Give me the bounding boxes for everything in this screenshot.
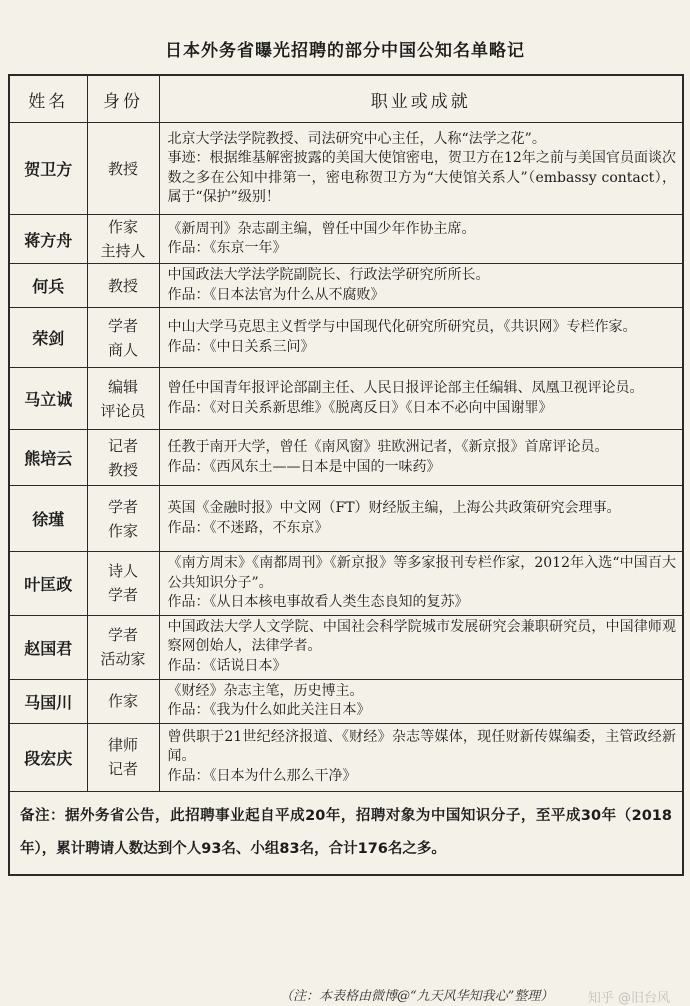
description-line: 曾任中国青年报评论部副主任、人民日报评论部主任编辑、凤凰卫视评论员。 [167, 380, 644, 396]
role-label: 学者 [107, 586, 138, 605]
table-row [9, 486, 683, 552]
person-description [159, 679, 683, 723]
table-row [9, 679, 683, 723]
person-name: 赵国君 [9, 615, 87, 679]
person-name: 贺卫方 [9, 123, 87, 215]
description-line: 中国政法大学人文学院、中国社会科学院城市发展研究会兼职研究员，中国律师观察网创始人，法律学者。 [167, 618, 676, 655]
person-name: 徐瑾 [9, 486, 87, 552]
role-label: 作家 [107, 521, 138, 540]
role-label: 教授 [107, 159, 138, 178]
description-line: 《财经》杂志主笔，历史博主。 [167, 682, 364, 699]
table-row [9, 552, 683, 616]
person-name: 叶匡政 [9, 552, 87, 616]
person-description [159, 264, 683, 308]
description-line: 事迹：根据维基解密披露的美国大使馆密电，贺卫方在12年之前与美国官员面谈次数之多在公知中排第一，密电称贺卫方为“大使馆关系人”（embassy contact），属于“保护”级别！ [167, 150, 676, 205]
table-row [9, 308, 683, 368]
footer-credit: （注：本表格由微博@“九天风华知我心”整理） [280, 989, 554, 1004]
person-name: 蒋方舟 [9, 215, 87, 264]
list-table [8, 74, 684, 876]
description-line: 中山大学马克思主义哲学与中国现代化研究所研究员，《共识网》专栏作家。 [167, 319, 637, 335]
role-label: 教授 [107, 276, 138, 295]
role-label: 学者 [107, 316, 138, 335]
works-line: 作品：《中日关系三问》 [167, 338, 315, 355]
person-role [87, 723, 159, 791]
table-row [9, 215, 683, 264]
role-label: 学者 [107, 497, 138, 516]
works-line: 作品：《对日关系新思维》《脱离反日》《日本不必向中国谢罪》 [167, 399, 553, 416]
role-label: 商人 [107, 340, 138, 359]
table-row [9, 615, 683, 679]
watermark: 知乎 @旧台风 [587, 991, 670, 1006]
role-label: 记者 [107, 760, 138, 778]
description-line: 中国政法大学法学院副院长、行政法学研究所所长。 [167, 267, 490, 283]
role-label: 律师 [107, 736, 138, 754]
table-row [9, 368, 683, 430]
person-name: 段宏庆 [9, 723, 87, 791]
works-line: 作品：《我为什么如此关注日本》 [167, 702, 371, 718]
table-row [9, 264, 683, 308]
description-line: 《新周刊》杂志副主编，曾任中国少年作协主席。 [167, 220, 476, 237]
description-line: 任教于南开大学，曾任《南风窗》驻欧洲记者，《新京报》首席评论员。 [167, 439, 609, 455]
person-description [159, 723, 683, 791]
role-label: 作家 [107, 218, 138, 236]
person-name: 马立诚 [9, 368, 87, 430]
person-description [159, 123, 683, 215]
person-role [87, 123, 159, 215]
works-line: 作品：《西风东土——日本是中国的一味药》 [167, 458, 441, 475]
role-label: 作家 [107, 692, 138, 710]
person-role [87, 368, 159, 430]
works-line: 作品：《不迷路，不东京》 [167, 519, 329, 536]
header-desc: 职业或成就 [159, 75, 683, 123]
description-line: 英国《金融时报》中文网（FT）财经版主编，上海公共政策研究会理事。 [167, 500, 621, 516]
person-description [159, 615, 683, 679]
person-name: 熊培云 [9, 430, 87, 486]
role-label: 评论员 [100, 401, 146, 420]
person-role [87, 308, 159, 368]
works-line: 作品：《东京一年》 [167, 240, 287, 256]
description-line: 北京大学法学院教授、司法研究中心主任，人称“法学之花”。 [167, 130, 546, 147]
table-row [9, 430, 683, 486]
description-line: 《南方周末》《南都周刊》《新京报》等多家报刊专栏作家，2012年入选“中国百大公共知识分子”。 [167, 555, 676, 591]
remark-row [9, 791, 683, 875]
description-line: 曾供职于21世纪经济报道、《财经》杂志等媒体，现任财新传媒编委，主管政经新闻。 [167, 728, 676, 765]
person-description [159, 215, 683, 264]
person-description [159, 430, 683, 486]
header-role: 身份 [87, 75, 159, 123]
table-row [9, 723, 683, 791]
role-label: 编辑 [107, 377, 138, 396]
person-role [87, 215, 159, 264]
person-role [87, 430, 159, 486]
person-name: 何兵 [9, 264, 87, 308]
remark-text: 备注：据外务省公告，此招聘事业起自平成20年，招聘对象为中国知识分子，至平成30年（2018年），累计聘请人数达到个人93名、小组83名，合计176名之多。 [9, 791, 683, 875]
role-label: 主持人 [100, 242, 146, 260]
table-header-row [9, 75, 683, 123]
role-label: 诗人 [107, 562, 138, 581]
person-name: 马国川 [9, 679, 87, 723]
person-role [87, 264, 159, 308]
person-description [159, 308, 683, 368]
person-role [87, 679, 159, 723]
role-label: 活动家 [100, 650, 146, 668]
role-label: 记者 [107, 436, 138, 455]
person-description [159, 368, 683, 430]
person-description [159, 486, 683, 552]
person-description [159, 552, 683, 616]
works-line: 作品：《话说日本》 [167, 657, 287, 674]
person-role [87, 552, 159, 616]
table-row [9, 123, 683, 215]
person-name: 荣剑 [9, 308, 87, 368]
role-label: 教授 [107, 460, 138, 479]
person-role [87, 615, 159, 679]
document-title: 日本外务省曝光招聘的部分中国公知名单略记 [165, 41, 525, 61]
works-line: 作品：《从日本核电事故看人类生态良知的复苏》 [167, 594, 469, 610]
header-name: 姓名 [9, 75, 87, 123]
person-role [87, 486, 159, 552]
role-label: 学者 [107, 626, 138, 644]
works-line: 作品：《日本法官为什么从不腐败》 [167, 286, 385, 303]
works-line: 作品：《日本为什么那么干净》 [167, 767, 357, 784]
